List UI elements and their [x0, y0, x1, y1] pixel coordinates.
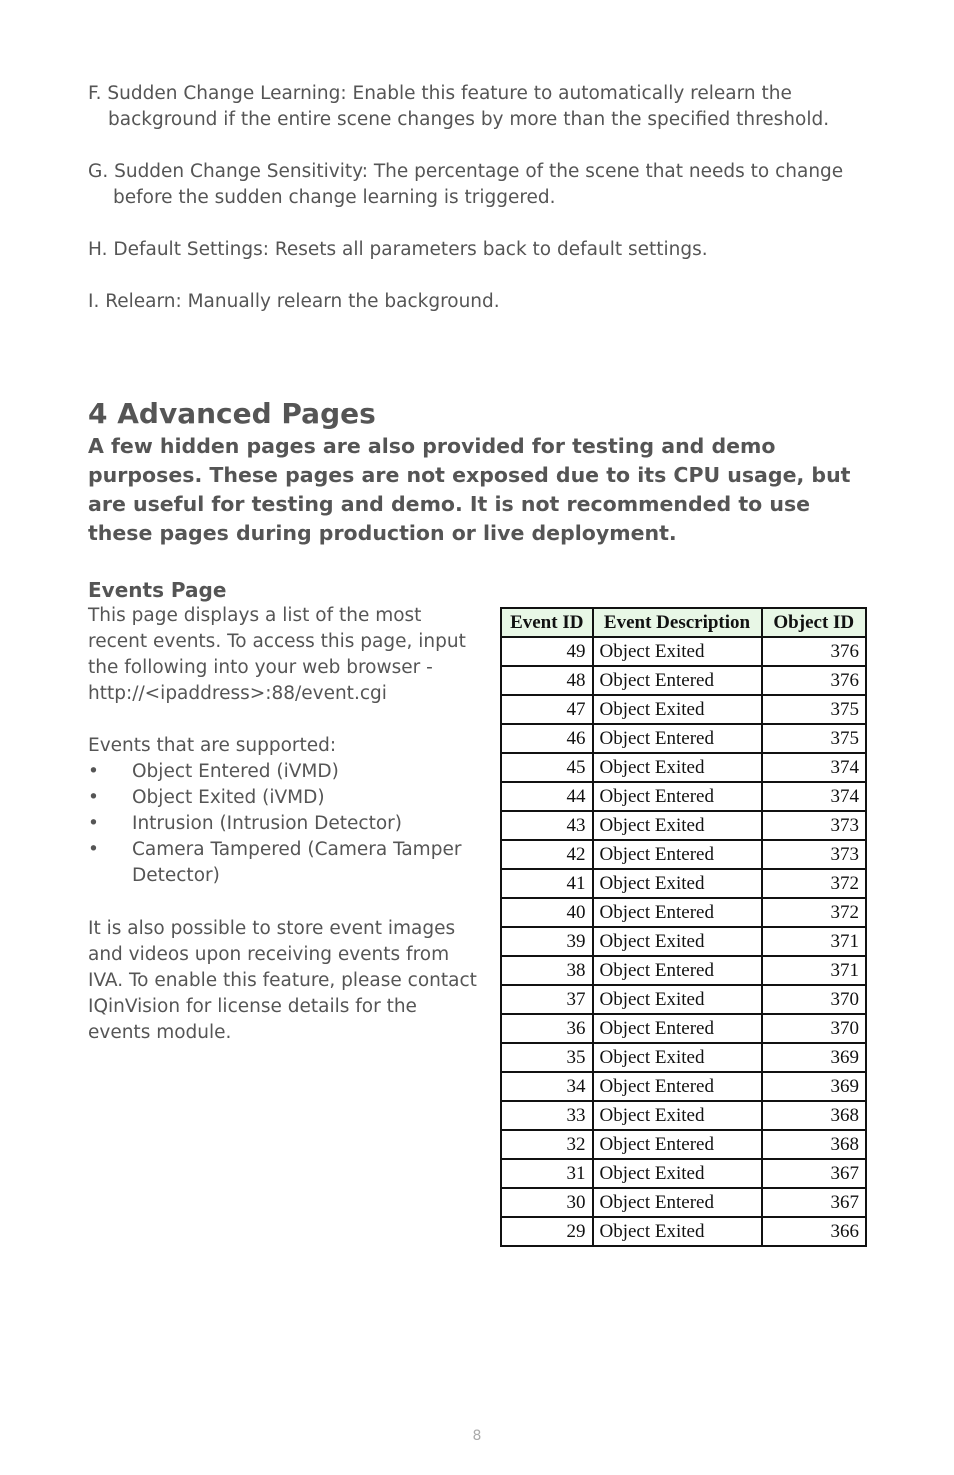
item-text-continued: before the sudden change learning is triggered.: [113, 187, 556, 208]
cell-event-id: 32: [501, 1130, 593, 1159]
cell-event-id: 46: [501, 724, 593, 753]
cell-event-description: Object Exited: [593, 1043, 762, 1072]
table-row: [501, 666, 866, 695]
cell-event-id: 36: [501, 1014, 593, 1043]
bullet-icon: •: [88, 761, 99, 782]
cell-event-id: 31: [501, 1159, 593, 1188]
cell-event-id: 41: [501, 869, 593, 898]
cell-object-id: 371: [762, 927, 866, 956]
item-text: G. Sudden Change Sensitivity: The percentage of the scene that needs to change: [88, 161, 844, 182]
supported-events-label: Events that are supported:: [88, 735, 337, 756]
table-row: [501, 956, 866, 985]
table-row: [501, 637, 866, 666]
events-page-description: This page displays a list of the most recent events. To access this page, input the following into your web browser - http://<ipaddress>:88/event.cgi: [88, 605, 466, 704]
cell-object-id: 375: [762, 695, 866, 724]
setting-item-sudden-change-sensitivity: [88, 159, 848, 211]
cell-event-id: 29: [501, 1217, 593, 1246]
cell-event-description: Object Exited: [593, 1101, 762, 1130]
cell-event-description: Object Entered: [593, 840, 762, 869]
cell-object-id: 372: [762, 898, 866, 927]
cell-event-id: 37: [501, 985, 593, 1014]
bullet-icon: •: [88, 813, 99, 834]
cell-event-id: 39: [501, 927, 593, 956]
cell-object-id: 367: [762, 1188, 866, 1217]
cell-event-id: 38: [501, 956, 593, 985]
cell-object-id: 368: [762, 1101, 866, 1130]
table-row: [501, 1072, 866, 1101]
setting-item-default-settings: [88, 237, 848, 263]
column-header-event-description: Event Description: [593, 608, 762, 637]
cell-event-id: 47: [501, 695, 593, 724]
table-row: [501, 1188, 866, 1217]
list-item: [88, 811, 478, 837]
cell-object-id: 375: [762, 724, 866, 753]
column-header-object-id: Object ID: [762, 608, 866, 637]
table-row: [501, 1101, 866, 1130]
cell-event-description: Object Exited: [593, 1217, 762, 1246]
supported-events-list: [88, 759, 478, 889]
cell-object-id: 374: [762, 782, 866, 811]
section-intro: A few hidden pages are also provided for testing and demo purposes. These pages are not exposed due to its CPU usage, but are useful for testing and demo. It is not recommended to use these pages during production or live deployment.: [88, 434, 851, 545]
cell-event-id: 35: [501, 1043, 593, 1072]
cell-event-id: 42: [501, 840, 593, 869]
table-row: [501, 1043, 866, 1072]
event-storage-note: It is also possible to store event images and videos upon receiving events from IVA. To enable this feature, please contact IQinVision for license details for the events module.: [88, 918, 477, 1043]
list-item-text: Object Entered (iVMD): [132, 761, 339, 782]
table-row: [501, 1014, 866, 1043]
item-text: H. Default Settings: Resets all parameters back to default settings.: [88, 239, 708, 260]
cell-object-id: 374: [762, 753, 866, 782]
cell-object-id: 373: [762, 840, 866, 869]
cell-object-id: 367: [762, 1159, 866, 1188]
cell-event-description: Object Entered: [593, 1072, 762, 1101]
item-text-continued: background if the entire scene changes by more than the specified threshold.: [108, 109, 830, 130]
cell-event-id: 45: [501, 753, 593, 782]
cell-event-id: 48: [501, 666, 593, 695]
column-header-event-id: Event ID: [501, 608, 593, 637]
table-row: [501, 782, 866, 811]
cell-object-id: 366: [762, 1217, 866, 1246]
cell-event-description: Object Exited: [593, 811, 762, 840]
cell-event-description: Object Entered: [593, 956, 762, 985]
cell-event-description: Object Entered: [593, 666, 762, 695]
cell-event-description: Object Entered: [593, 724, 762, 753]
cell-event-description: Object Exited: [593, 637, 762, 666]
cell-event-id: 40: [501, 898, 593, 927]
table-row: [501, 753, 866, 782]
section-heading: 4 Advanced Pages: [88, 397, 376, 430]
cell-object-id: 370: [762, 985, 866, 1014]
cell-object-id: 369: [762, 1072, 866, 1101]
table-row: [501, 869, 866, 898]
cell-object-id: 368: [762, 1130, 866, 1159]
cell-event-id: 30: [501, 1188, 593, 1217]
bullet-icon: •: [88, 787, 99, 808]
table-row: [501, 695, 866, 724]
list-item: [88, 785, 478, 811]
cell-event-description: Object Exited: [593, 695, 762, 724]
cell-event-description: Object Exited: [593, 753, 762, 782]
table-row: [501, 724, 866, 753]
table-row: [501, 927, 866, 956]
cell-object-id: 376: [762, 637, 866, 666]
cell-event-description: Object Entered: [593, 1130, 762, 1159]
table-row: [501, 1159, 866, 1188]
cell-event-description: Object Exited: [593, 869, 762, 898]
table-row: [501, 898, 866, 927]
table-row: [501, 1217, 866, 1246]
events-table: [500, 607, 867, 1247]
list-item: [88, 837, 478, 889]
table-row: [501, 985, 866, 1014]
cell-event-description: Object Entered: [593, 1188, 762, 1217]
table-row: [501, 811, 866, 840]
setting-item-sudden-change-learning: [88, 81, 848, 133]
table-row: [501, 840, 866, 869]
cell-object-id: 371: [762, 956, 866, 985]
bullet-icon: •: [88, 839, 99, 860]
page-number: 8: [472, 1428, 482, 1444]
cell-event-description: Object Entered: [593, 1014, 762, 1043]
cell-event-id: 43: [501, 811, 593, 840]
cell-object-id: 376: [762, 666, 866, 695]
events-table-screenshot: [500, 607, 868, 1291]
item-text: F. Sudden Change Learning: Enable this feature to automatically relearn the: [88, 83, 792, 104]
list-item: [88, 759, 478, 785]
list-item-text: Camera Tampered (Camera Tamper Detector): [132, 839, 462, 886]
cell-event-id: 44: [501, 782, 593, 811]
cell-event-description: Object Exited: [593, 927, 762, 956]
table-body: [501, 637, 866, 1246]
cell-object-id: 369: [762, 1043, 866, 1072]
cell-event-id: 34: [501, 1072, 593, 1101]
table-header-row: [501, 608, 866, 637]
cell-object-id: 373: [762, 811, 866, 840]
cell-object-id: 372: [762, 869, 866, 898]
cell-event-description: Object Exited: [593, 1159, 762, 1188]
events-page-title: Events Page: [88, 578, 227, 602]
cell-event-description: Object Entered: [593, 898, 762, 927]
cell-event-description: Object Exited: [593, 985, 762, 1014]
cell-object-id: 370: [762, 1014, 866, 1043]
list-item-text: Intrusion (Intrusion Detector): [132, 813, 402, 834]
cell-event-id: 49: [501, 637, 593, 666]
item-text: I. Relearn: Manually relearn the background.: [88, 291, 500, 312]
cell-event-id: 33: [501, 1101, 593, 1130]
setting-item-relearn: [88, 289, 848, 315]
list-item-text: Object Exited (iVMD): [132, 787, 325, 808]
cell-event-description: Object Entered: [593, 782, 762, 811]
table-row: [501, 1130, 866, 1159]
